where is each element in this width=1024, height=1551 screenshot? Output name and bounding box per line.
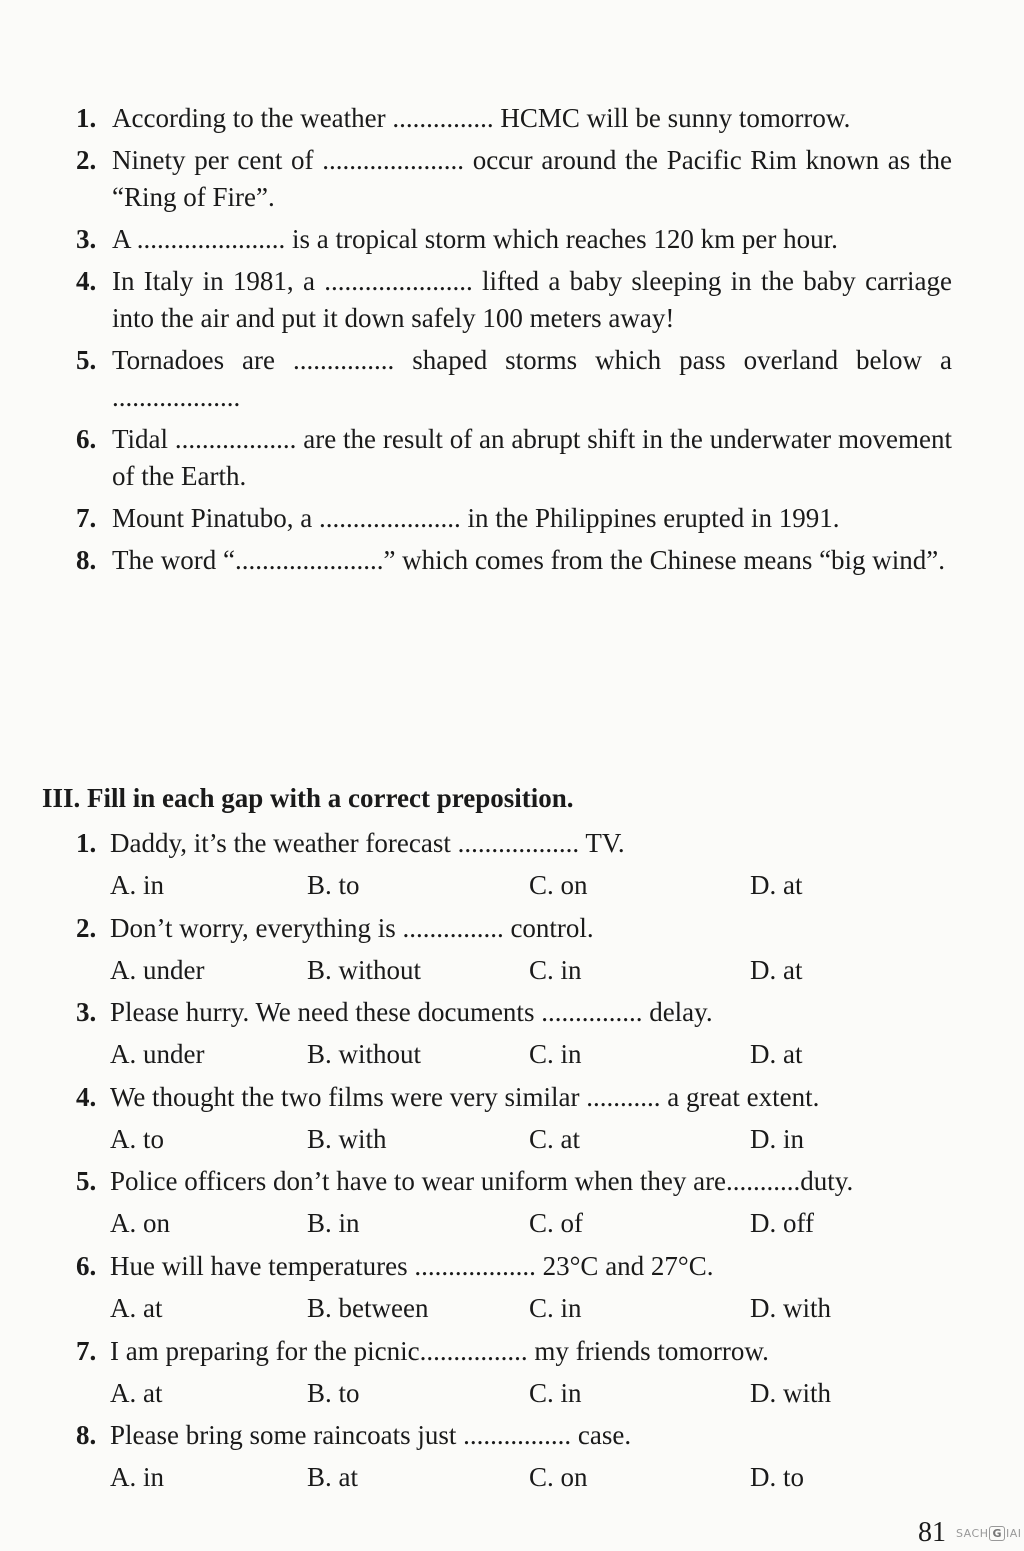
- option-c: C. in: [529, 1377, 582, 1408]
- option-a: A. in: [110, 1462, 164, 1493]
- option-a: A. at: [110, 1377, 163, 1408]
- option-c: C. in: [529, 1292, 582, 1323]
- question-6: [76, 1247, 976, 1332]
- gap-fill-list: [76, 100, 952, 584]
- question-line: [76, 824, 625, 862]
- question-3: [76, 993, 976, 1078]
- question-8: [76, 1416, 976, 1501]
- option-b: B. at: [307, 1462, 358, 1493]
- option-b: B. with: [307, 1123, 387, 1154]
- item-text: The word “......................” which comes from the Chinese means “big wind”.: [112, 545, 946, 575]
- question-text: Don’t worry, everything is ............... control.: [110, 912, 594, 943]
- question-line: [76, 909, 594, 947]
- option-c: C. in: [529, 954, 582, 985]
- gap-item-2: [76, 142, 952, 216]
- option-b: B. without: [307, 1039, 422, 1070]
- option-b: B. without: [307, 954, 422, 985]
- section-title: III. Fill in each gap with a correct preposition.: [42, 783, 574, 813]
- question-number: 5.: [76, 1166, 97, 1197]
- logo-mark: G: [989, 1526, 1005, 1541]
- question-number: 4.: [76, 1081, 97, 1112]
- option-b: B. in: [307, 1208, 360, 1239]
- publisher-logo: [956, 1526, 1022, 1541]
- question-text: Please hurry. We need these documents ............... delay.: [110, 997, 713, 1028]
- gap-item-5: [76, 342, 952, 416]
- question-7: [76, 1332, 976, 1417]
- question-5: [76, 1162, 976, 1247]
- item-number: 8.: [76, 545, 97, 575]
- option-b: B. to: [307, 1377, 360, 1408]
- question-text: Hue will have temperatures .................. 23°C and 27°C.: [110, 1250, 714, 1281]
- page-number: 81: [918, 1517, 946, 1548]
- item-text: Ninety per cent of ..................... occur around the Pacific Rim known as the “Ring of Fire”.: [112, 145, 952, 212]
- question-text: Please bring some raincoats just ................ case.: [110, 1420, 632, 1451]
- option-b: B. between: [307, 1292, 429, 1323]
- option-c: C. of: [529, 1208, 583, 1239]
- item-number: 1.: [76, 103, 97, 133]
- option-a: A. on: [110, 1208, 170, 1239]
- question-number: 8.: [76, 1420, 97, 1451]
- item-number: 7.: [76, 503, 97, 533]
- question-text: Daddy, it’s the weather forecast .................. TV.: [110, 828, 625, 858]
- option-d: D. at: [750, 870, 803, 900]
- option-a: A. at: [110, 1292, 163, 1323]
- logo-text-right: IAI: [1006, 1527, 1022, 1540]
- option-d: D. at: [750, 1039, 803, 1070]
- option-a: A. under: [110, 954, 205, 985]
- item-text: According to the weather ............... HCMC will be sunny tomorrow.: [112, 103, 851, 133]
- question-line: [76, 1332, 769, 1370]
- item-number: 4.: [76, 266, 97, 296]
- question-text: We thought the two films were very similar ........... a great extent.: [110, 1081, 820, 1112]
- question-line: [76, 1078, 819, 1116]
- gap-item-6: [76, 421, 952, 495]
- question-text: I am preparing for the picnic................ my friends tomorrow.: [110, 1335, 769, 1366]
- option-d: D. in: [750, 1123, 804, 1154]
- gap-item-1: [76, 100, 952, 137]
- option-d: D. off: [750, 1208, 814, 1239]
- question-line: [76, 1162, 853, 1200]
- option-d: D. at: [750, 954, 803, 985]
- option-c: C. on: [529, 1462, 588, 1493]
- question-number: 6.: [76, 1250, 97, 1281]
- item-text: Mount Pinatubo, a ..................... in the Philippines erupted in 1991.: [112, 503, 840, 533]
- item-text: In Italy in 1981, a ...................... lifted a baby sleeping in the baby carriage into the air and put it down safely 100 meters away!: [112, 266, 952, 333]
- question-1: [76, 824, 976, 909]
- question-list: [76, 824, 976, 1501]
- item-number: 6.: [76, 424, 97, 454]
- question-4: [76, 1078, 976, 1163]
- item-text: Tidal .................. are the result of an abrupt shift in the underwater movement of the Earth.: [112, 424, 952, 491]
- question-line: [76, 1247, 713, 1285]
- question-line: [76, 1416, 631, 1454]
- question-2: [76, 909, 976, 994]
- gap-item-3: [76, 221, 952, 258]
- option-a: A. to: [110, 1123, 164, 1154]
- logo-text-left: SACH: [956, 1527, 989, 1540]
- question-number: 2.: [76, 912, 97, 943]
- item-number: 3.: [76, 224, 97, 254]
- item-text: A ...................... is a tropical storm which reaches 120 km per hour.: [112, 224, 838, 254]
- option-d: D. with: [750, 1292, 831, 1323]
- question-number: 1.: [76, 828, 97, 858]
- question-line: [76, 993, 713, 1031]
- option-a: A. under: [110, 1039, 205, 1070]
- option-b: B. to: [307, 870, 360, 900]
- option-c: C. in: [529, 1039, 582, 1070]
- question-number: 3.: [76, 997, 97, 1028]
- item-text: Tornadoes are ............... shaped storms which pass overland below a ...................: [112, 345, 952, 412]
- option-c: C. at: [529, 1123, 580, 1154]
- option-c: C. on: [529, 870, 588, 900]
- question-number: 7.: [76, 1335, 97, 1366]
- option-d: D. to: [750, 1462, 804, 1493]
- gap-item-4: [76, 263, 952, 337]
- question-text: Police officers don’t have to wear uniform when they are...........duty.: [110, 1166, 854, 1197]
- option-a: A. in: [110, 870, 164, 900]
- item-number: 5.: [76, 345, 97, 375]
- item-number: 2.: [76, 145, 97, 175]
- option-d: D. with: [750, 1377, 831, 1408]
- gap-item-8: [76, 542, 952, 579]
- gap-item-7: [76, 500, 952, 537]
